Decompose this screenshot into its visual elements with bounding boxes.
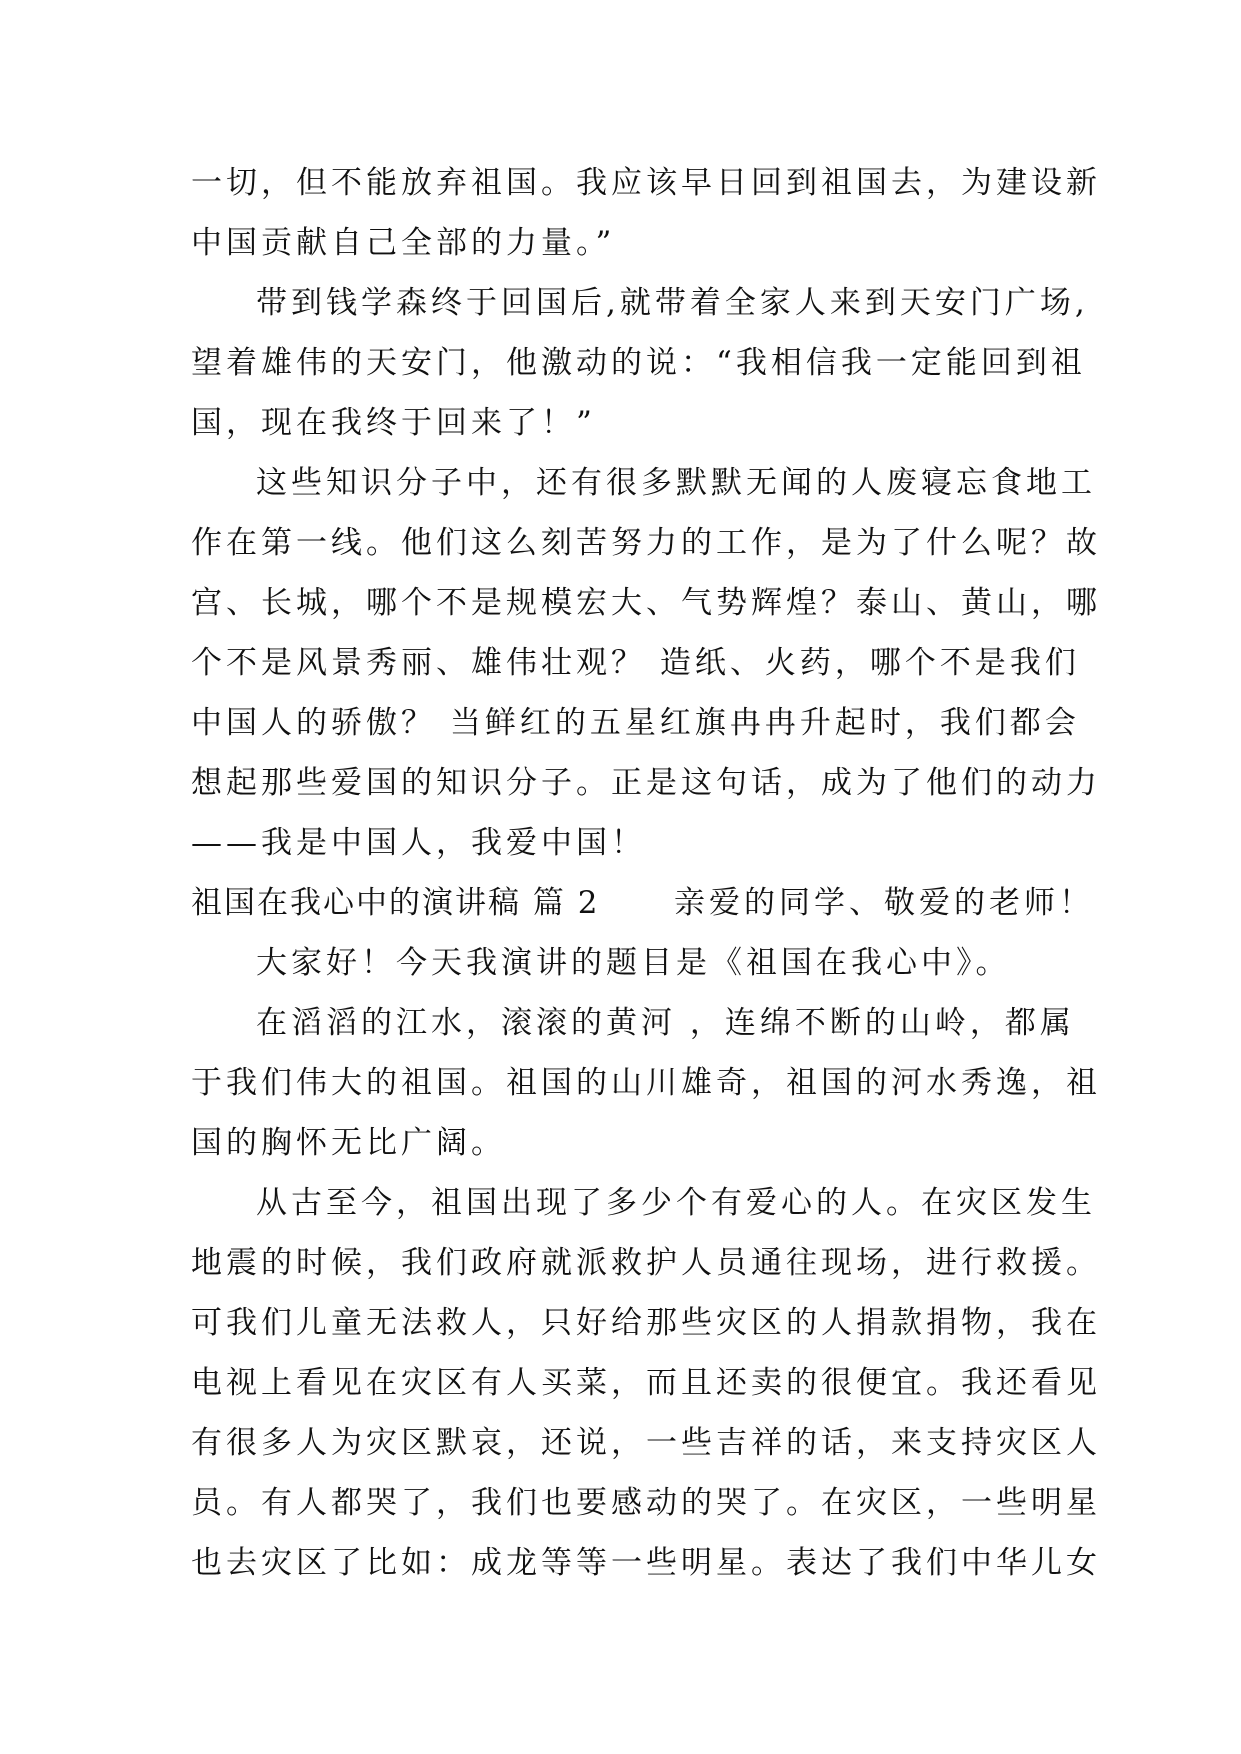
paragraph-line: 员。有人都哭了，我们也要感动的哭了。在灾区，一些明星 [191, 1485, 1101, 1521]
paragraph-line: ——我是中国人，我爱中国！ [191, 825, 646, 861]
greeting-text: 亲爱的同学、敬爱的老师！ [674, 885, 1094, 921]
paragraph-line: 有很多人为灾区默哀，还说，一些吉祥的话，来支持灾区人 [191, 1425, 1101, 1461]
paragraph-line: 国，现在我终于回来了！” [191, 405, 596, 441]
paragraph-line: 宫、长城，哪个不是规模宏大、气势辉煌？泰山、黄山，哪 [191, 585, 1101, 621]
paragraph-line: 从古至今，祖国出现了多少个有爱心的人。在灾区发生 [256, 1185, 1096, 1221]
paragraph-line: 在滔滔的江水，滚滚的黄河 ，连绵不断的山岭，都属 [256, 1005, 1075, 1041]
paragraph-line: 一切，但不能放弃祖国。我应该早日回到祖国去，为建设新 [191, 165, 1101, 201]
paragraph-line: 电视上看见在灾区有人买菜，而且还卖的很便宜。我还看见 [191, 1365, 1101, 1401]
paragraph-line: 国的胸怀无比广阔。 [191, 1125, 506, 1161]
paragraph-line: 也去灾区了比如：成龙等等一些明星。表达了我们中华儿女 [191, 1545, 1101, 1581]
section-title: 祖国在我心中的演讲稿 篇 2 [191, 885, 600, 921]
paragraph-line: 大家好！今天我演讲的题目是《祖国在我心中》。 [256, 945, 1011, 981]
paragraph-line: 带到钱学森终于回国后,就带着全家人来到天安门广场, [256, 285, 1089, 321]
paragraph-line: 中国贡献自己全部的力量。” [191, 225, 616, 261]
paragraph-line: 个不是风景秀丽、雄伟壮观？ 造纸、火药，哪个不是我们 [191, 645, 1080, 681]
paragraph-line: 可我们儿童无法救人，只好给那些灾区的人捐款捐物，我在 [191, 1305, 1101, 1341]
paragraph-line: 想起那些爱国的知识分子。正是这句话，成为了他们的动力 [191, 765, 1101, 801]
paragraph-line: 望着雄伟的天安门，他激动的说：“我相信我一定能回到祖 [191, 345, 1086, 381]
section-heading-row [191, 874, 1094, 932]
paragraph-line: 作在第一线。他们这么刻苦努力的工作，是为了什么呢？故 [191, 525, 1101, 561]
paragraph-line: 中国人的骄傲？ 当鲜红的五星红旗冉冉升起时，我们都会 [191, 705, 1080, 741]
paragraph-line: 这些知识分子中，还有很多默默无闻的人废寝忘食地工 [256, 465, 1096, 501]
paragraph-line: 于我们伟大的祖国。祖国的山川雄奇，祖国的河水秀逸，祖 [191, 1065, 1101, 1101]
paragraph-line: 地震的时候，我们政府就派救护人员通往现场，进行救援。 [191, 1245, 1101, 1281]
